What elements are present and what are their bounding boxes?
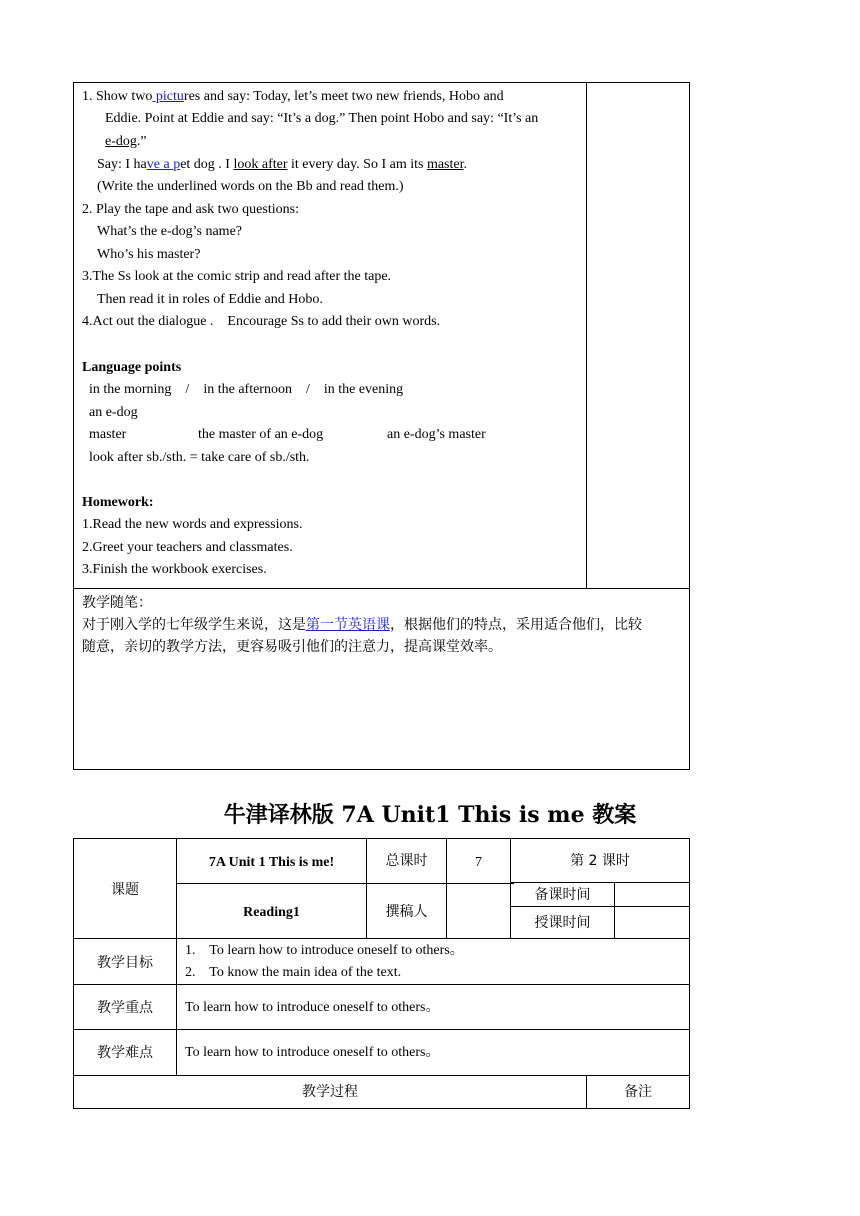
homework-item: 3.Finish the workbook exercises. xyxy=(82,562,267,577)
say-mid2: it every day. So I am its xyxy=(287,157,427,172)
notes-line1 xyxy=(82,614,642,636)
language-point-line4: look after sb./sth. = take care of sb./sth. xyxy=(89,450,310,465)
language-point-line1: in the morning / in the afternoon / in the evening xyxy=(89,382,404,397)
goal-item: 1. To learn how to introduce oneself to others。 xyxy=(185,943,464,958)
process-label: 教学过程 xyxy=(302,1084,358,1100)
underlined-look-after: look after xyxy=(233,157,288,172)
notes-link[interactable]: 第一节英语课 xyxy=(306,617,390,633)
notes-label: 教学随笔： xyxy=(82,595,152,611)
prep-time-label: 备课时间 xyxy=(534,887,591,903)
underlined-word-edog: e-dog xyxy=(105,134,137,149)
notes-line1-pre: 对于刚入学的七年级学生来说，这是 xyxy=(82,617,306,633)
step3-sub: Then read it in roles of Eddie and Hobo. xyxy=(97,292,323,307)
homework-item: 2.Greet your teachers and classmates. xyxy=(82,540,293,555)
total-periods-value: 7 xyxy=(475,855,482,870)
say-mid: et dog . I xyxy=(180,157,234,172)
teach-time-label: 授课时间 xyxy=(534,915,591,931)
step1-line3 xyxy=(105,131,147,153)
remarks-label: 备注 xyxy=(624,1084,652,1100)
step1-line1 xyxy=(82,86,582,108)
homework-item: 1.Read the new words and expressions. xyxy=(82,517,303,532)
goal-item: 2. To know the main idea of the text. xyxy=(185,965,402,980)
language-point-line3c: an e-dog’s master xyxy=(387,427,486,442)
difficult-points-text: To learn how to introduce oneself to others。 xyxy=(185,1045,440,1060)
step2-question1: What’s the e-dog’s name? xyxy=(97,224,243,239)
step1-line3-rest: .” xyxy=(136,134,147,149)
page-title: 牛津译林版 7A Unit1 This is me 教案 xyxy=(223,802,637,828)
step2-question2: Who’s his master? xyxy=(97,247,201,262)
step1-say-line xyxy=(97,154,467,176)
say-pre: Say: I ha xyxy=(97,157,147,172)
step1-seg2: res and say: Today, let’s meet two new friends, Hobo and xyxy=(183,89,504,104)
homework-title: Homework: xyxy=(82,495,154,510)
language-point-line2: an e-dog xyxy=(89,405,138,420)
author-label: 撰稿人 xyxy=(385,904,428,920)
section-name: Reading1 xyxy=(243,905,300,920)
step1-note: (Write the underlined words on the Bb and read them.) xyxy=(97,179,404,194)
difficult-points-label: 教学难点 xyxy=(97,1045,153,1061)
step1-line2: Eddie. Point at Eddie and say: “It’s a dog.” Then point Hobo and say: “It’s an xyxy=(105,111,539,126)
language-points-title: Language points xyxy=(82,360,182,375)
notes-line2: 随意，亲切的教学方法，更容易吸引他们的注意力，提高课堂效率。 xyxy=(82,639,502,655)
step4-text: 4.Act out the dialogue . Encourage Ss to add their own words. xyxy=(82,314,441,329)
key-points-text: To learn how to introduce oneself to others。 xyxy=(185,1000,440,1015)
step1-link[interactable]: pictu xyxy=(152,89,184,104)
topic-label: 课题 xyxy=(111,882,139,898)
language-point-line3a: master xyxy=(89,427,127,442)
step3-text: 3.The Ss look at the comic strip and read after the tape. xyxy=(82,269,392,284)
language-point-line3b: the master of an e-dog xyxy=(198,427,324,442)
notes-line1-post: ，根据他们的特点，采用适合他们，比较 xyxy=(390,617,642,633)
step1-seg1: 1. Show two xyxy=(82,89,153,104)
say-link[interactable]: ve a p xyxy=(146,157,181,172)
underlined-master: master xyxy=(426,157,464,172)
step2-text: 2. Play the tape and ask two questions: xyxy=(82,202,299,217)
say-end: . xyxy=(463,157,467,172)
goals-label: 教学目标 xyxy=(97,955,153,971)
key-points-label: 教学重点 xyxy=(97,1000,153,1016)
lesson-title: 7A Unit 1 This is me! xyxy=(208,855,335,870)
total-periods-label: 总课时 xyxy=(385,853,428,869)
period-number: 第 2 课时 xyxy=(570,853,630,869)
